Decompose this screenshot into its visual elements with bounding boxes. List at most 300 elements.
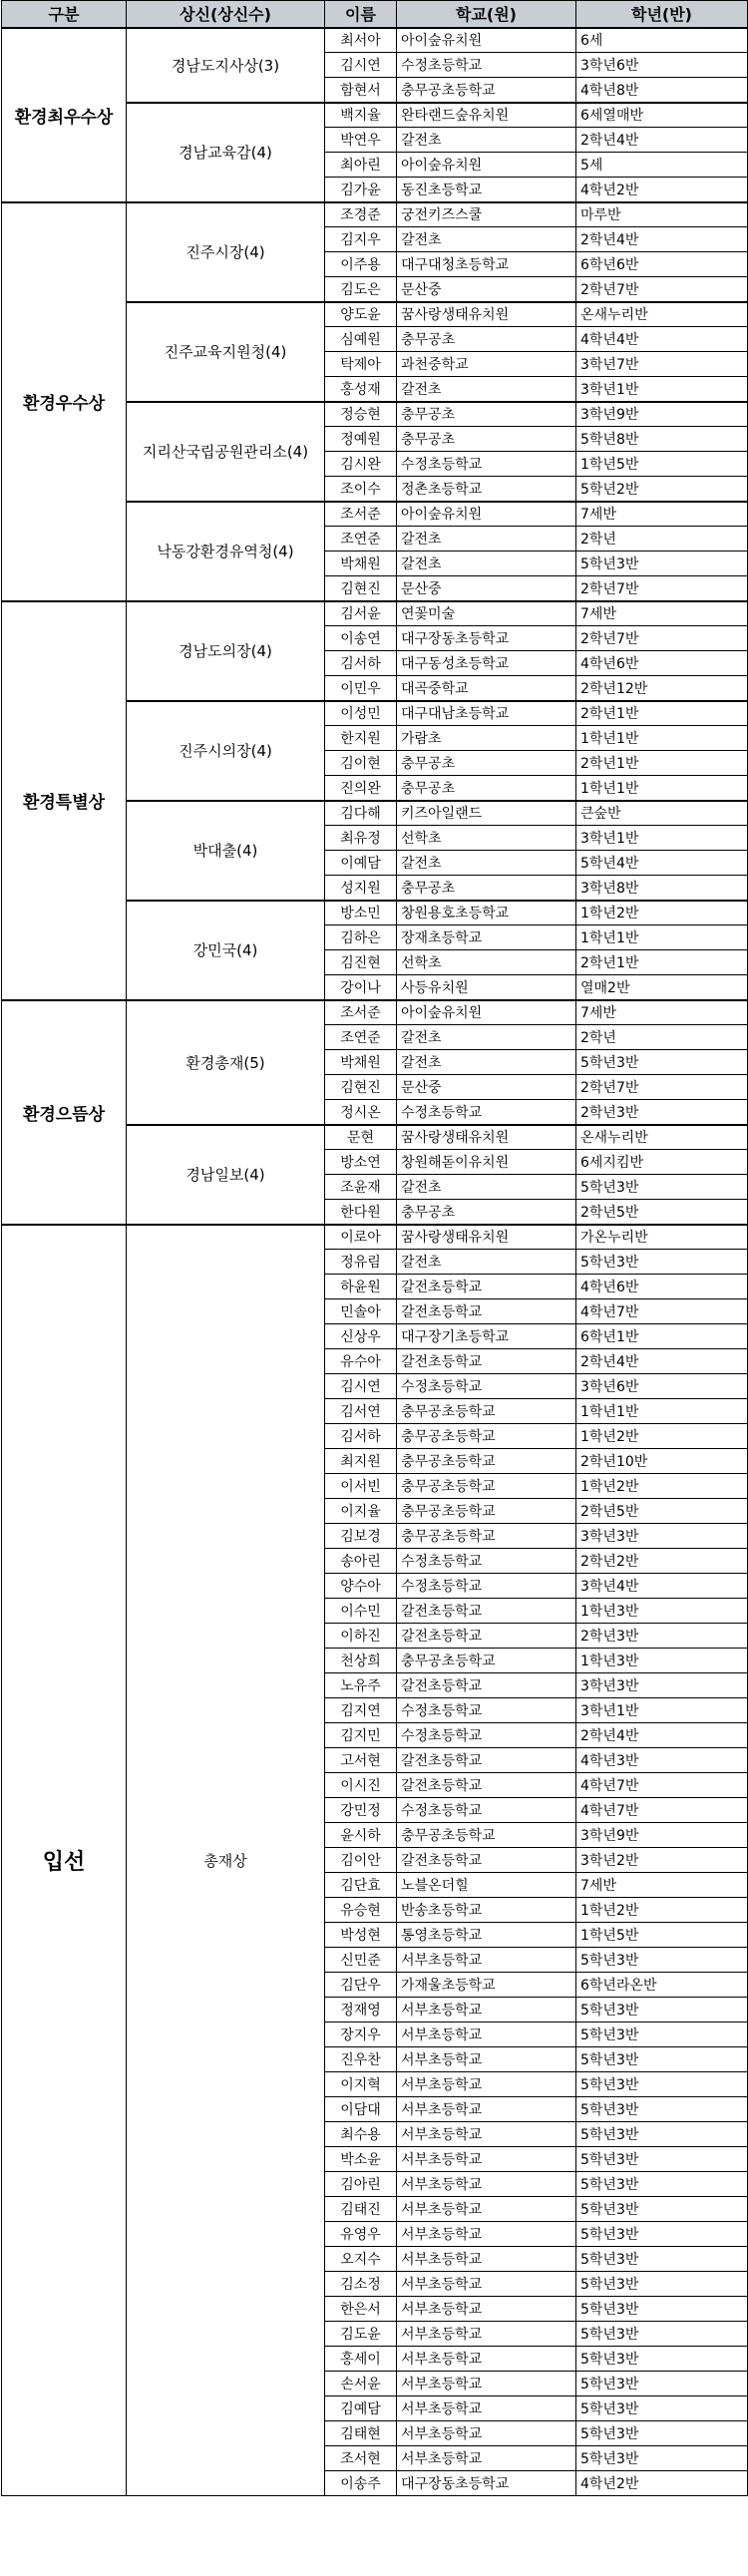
cell-school: 수정초등학교 [397,1798,576,1823]
cell-school: 서부초등학교 [397,2297,576,2322]
table-row [2,202,748,227]
cell-grade: 2학년5반 [576,1200,748,1225]
cell-name: 민솔아 [325,1299,397,1324]
header-org: 상신(상신수) [127,1,325,28]
cell-school: 서부초등학교 [397,2122,576,2147]
cell-name: 유수아 [325,1349,397,1374]
cell-grade: 5학년3반 [576,2446,748,2471]
cell-school: 아이숲유치원 [397,28,576,53]
cell-name: 조연준 [325,527,397,552]
cell-school: 충무공초 [397,427,576,452]
cell-grade: 1학년2반 [576,1898,748,1923]
cell-school: 충무공초등학교 [397,1499,576,1524]
header-category: 구분 [2,1,127,28]
cell-name: 이예담 [325,851,397,876]
cell-school: 갈전초 [397,552,576,576]
cell-name: 하윤원 [325,1275,397,1299]
cell-grade: 2학년10반 [576,1449,748,1474]
cell-school: 수정초등학교 [397,1549,576,1574]
cell-name: 최수용 [325,2122,397,2147]
cell-school: 갈전초 [397,851,576,876]
cell-grade: 4학년7반 [576,1299,748,1324]
cell-grade: 2학년12반 [576,676,748,701]
cell-school: 서부초등학교 [397,2172,576,2197]
cell-grade: 4학년3반 [576,1748,748,1773]
cell-school: 갈전초 [397,527,576,552]
cell-school: 갈전초 [397,227,576,252]
cell-grade: 5학년3반 [576,1175,748,1200]
cell-name: 최지원 [325,1449,397,1474]
cell-grade: 1학년2반 [576,1424,748,1449]
cell-grade: 3학년9반 [576,1823,748,1848]
award-table [1,0,748,2496]
award-category: 입선 [2,1225,127,2496]
cell-grade: 1학년1반 [576,726,748,751]
cell-name: 김태진 [325,2197,397,2222]
cell-grade: 2학년7반 [576,1075,748,1100]
cell-name: 이지율 [325,1499,397,1524]
cell-grade: 5학년3반 [576,2272,748,2297]
cell-school: 연꽃미술 [397,601,576,626]
cell-grade: 6세열매반 [576,103,748,128]
cell-name: 최아린 [325,153,397,178]
cell-grade: 3학년9반 [576,402,748,427]
cell-school: 반송초등학교 [397,1898,576,1923]
cell-grade: 5학년4반 [576,851,748,876]
cell-name: 정유림 [325,1250,397,1275]
cell-grade: 온새누리반 [576,1125,748,1150]
cell-school: 서부초등학교 [397,1998,576,2023]
cell-name: 김다해 [325,801,397,826]
cell-name: 노유주 [325,1673,397,1698]
cell-school: 갈전초등학교 [397,1748,576,1773]
cell-name: 박연우 [325,128,397,153]
cell-school: 충무공초등학교 [397,78,576,103]
cell-school: 충무공초등학교 [397,1399,576,1424]
cell-name: 홍성재 [325,377,397,402]
cell-name: 한은서 [325,2297,397,2322]
cell-school: 갈전초등학교 [397,1275,576,1299]
cell-grade: 2학년7반 [576,576,748,601]
cell-grade: 7세반 [576,502,748,527]
cell-grade: 4학년8반 [576,78,748,103]
cell-grade: 5학년3반 [576,2122,748,2147]
cell-name: 유승현 [325,1898,397,1923]
cell-grade: 2학년2반 [576,1549,748,1574]
cell-name: 조서준 [325,502,397,527]
cell-name: 양도윤 [325,302,397,327]
cell-name: 이지혁 [325,2072,397,2097]
cell-school: 서부초등학교 [397,2222,576,2247]
cell-grade: 5학년3반 [576,2047,748,2072]
cell-school: 충무공초 [397,776,576,801]
cell-name: 진의완 [325,776,397,801]
cell-grade: 3학년7반 [576,352,748,377]
cell-name: 강이나 [325,975,397,1000]
cell-grade: 열매2반 [576,975,748,1000]
award-org: 경남일보(4) [127,1125,325,1225]
cell-school: 문산중 [397,576,576,601]
cell-name: 김태현 [325,2421,397,2446]
cell-school: 갈전초 [397,377,576,402]
cell-school: 충무공초 [397,327,576,352]
cell-school: 서부초등학교 [397,2421,576,2446]
cell-school: 갈전초등학교 [397,1773,576,1798]
cell-grade: 3학년2반 [576,1848,748,1873]
cell-grade: 가온누리반 [576,1225,748,1250]
cell-name: 방소연 [325,1150,397,1175]
cell-grade: 1학년2반 [576,901,748,925]
cell-grade: 5학년3반 [576,1998,748,2023]
cell-name: 이담대 [325,2097,397,2122]
cell-name: 정예원 [325,427,397,452]
cell-school: 갈전초등학교 [397,1299,576,1324]
cell-school: 수정초등학교 [397,1698,576,1723]
award-org: 총재상 [127,1225,325,2496]
cell-school: 통영초등학교 [397,1923,576,1948]
cell-grade: 2학년7반 [576,626,748,651]
cell-grade: 5학년3반 [576,552,748,576]
cell-name: 김소정 [325,2272,397,2297]
cell-grade: 2학년 [576,1025,748,1050]
cell-grade: 2학년4반 [576,227,748,252]
award-category: 환경특별상 [2,601,127,1000]
cell-school: 충무공초 [397,1200,576,1225]
cell-school: 수정초등학교 [397,452,576,477]
cell-school: 충무공초등학교 [397,1649,576,1673]
cell-name: 조경준 [325,202,397,227]
cell-name: 함현서 [325,78,397,103]
award-org: 낙동강환경유역청(4) [127,502,325,601]
cell-name: 홍세이 [325,2347,397,2372]
cell-school: 가람초 [397,726,576,751]
award-org: 박대출(4) [127,801,325,901]
cell-grade: 3학년6반 [576,1374,748,1399]
cell-school: 아이숲유치원 [397,153,576,178]
cell-grade: 2학년1반 [576,751,748,776]
award-org: 진주시장(4) [127,202,325,302]
cell-name: 문현 [325,1125,397,1150]
cell-name: 한지원 [325,726,397,751]
cell-grade: 1학년3반 [576,1599,748,1624]
cell-grade: 4학년4반 [576,327,748,352]
cell-school: 창원용호초등학교 [397,901,576,925]
table-row [2,28,748,53]
cell-grade: 2학년 [576,527,748,552]
cell-name: 장지우 [325,2023,397,2047]
cell-grade: 1학년1반 [576,925,748,950]
cell-school: 수정초등학교 [397,1100,576,1125]
cell-name: 김시연 [325,53,397,78]
cell-name: 성지원 [325,876,397,901]
cell-school: 정촌초등학교 [397,477,576,502]
cell-school: 갈전초 [397,1175,576,1200]
cell-name: 김단효 [325,1873,397,1898]
cell-name: 고서현 [325,1748,397,1773]
cell-grade: 마루반 [576,202,748,227]
cell-grade: 6학년라온반 [576,1973,748,1998]
cell-name: 김도은 [325,277,397,302]
cell-school: 완타랜드숲유치원 [397,103,576,128]
cell-name: 양수아 [325,1574,397,1599]
cell-grade: 5학년3반 [576,2197,748,2222]
cell-name: 이송연 [325,626,397,651]
cell-school: 대구장동초등학교 [397,626,576,651]
cell-grade: 5학년3반 [576,1050,748,1075]
cell-name: 김지우 [325,227,397,252]
cell-grade: 4학년2반 [576,2471,748,2496]
cell-grade: 4학년6반 [576,1275,748,1299]
award-category: 환경최우수상 [2,28,127,202]
cell-school: 충무공초 [397,751,576,776]
cell-school: 충무공초등학교 [397,1424,576,1449]
cell-school: 갈전초등학교 [397,1673,576,1698]
award-org: 지리산국립공원관리소(4) [127,402,325,502]
cell-school: 갈전초 [397,1025,576,1050]
cell-grade: 5학년3반 [576,2297,748,2322]
cell-school: 갈전초등학교 [397,1848,576,1873]
cell-name: 이송주 [325,2471,397,2496]
cell-school: 대구동성초등학교 [397,651,576,676]
cell-name: 정재영 [325,1998,397,2023]
cell-name: 김지민 [325,1723,397,1748]
cell-school: 키즈아일랜드 [397,801,576,826]
cell-grade: 4학년7반 [576,1798,748,1823]
cell-name: 이하진 [325,1624,397,1649]
cell-name: 김하은 [325,925,397,950]
cell-name: 조이수 [325,477,397,502]
header-row [2,1,748,28]
cell-name: 조서현 [325,2446,397,2471]
cell-grade: 5학년3반 [576,2097,748,2122]
cell-grade: 5학년3반 [576,2072,748,2097]
cell-school: 수정초등학교 [397,1374,576,1399]
cell-name: 박채원 [325,1050,397,1075]
award-org: 진주교육지원청(4) [127,302,325,402]
cell-school: 서부초등학교 [397,2147,576,2172]
cell-school: 궁전키즈스쿨 [397,202,576,227]
cell-grade: 2학년3반 [576,1100,748,1125]
cell-grade: 1학년1반 [576,776,748,801]
cell-school: 서부초등학교 [397,2347,576,2372]
cell-school: 아이숲유치원 [397,1000,576,1025]
cell-name: 박성현 [325,1923,397,1948]
cell-grade: 6세지킴반 [576,1150,748,1175]
cell-school: 서부초등학교 [397,2396,576,2421]
award-org: 강민국(4) [127,901,325,1000]
cell-grade: 3학년1반 [576,1698,748,1723]
cell-name: 김진현 [325,950,397,975]
cell-name: 조연준 [325,1025,397,1050]
cell-school: 수정초등학교 [397,53,576,78]
cell-grade: 3학년8반 [576,876,748,901]
header-school: 학교(원) [397,1,576,28]
cell-grade: 2학년4반 [576,1349,748,1374]
cell-grade: 3학년3반 [576,1673,748,1698]
cell-school: 대구대청초등학교 [397,252,576,277]
cell-name: 유영우 [325,2222,397,2247]
cell-school: 서부초등학교 [397,2247,576,2272]
cell-name: 이시진 [325,1773,397,1798]
cell-school: 서부초등학교 [397,2446,576,2471]
cell-name: 방소민 [325,901,397,925]
award-org: 환경총재(5) [127,1000,325,1125]
cell-school: 수정초등학교 [397,1723,576,1748]
cell-grade: 1학년1반 [576,1399,748,1424]
cell-name: 김현진 [325,1075,397,1100]
cell-grade: 3학년6반 [576,53,748,78]
cell-school: 충무공초등학교 [397,1474,576,1499]
cell-grade: 5학년3반 [576,2347,748,2372]
cell-grade: 5학년3반 [576,2396,748,2421]
cell-school: 수정초등학교 [397,1574,576,1599]
cell-grade: 7세반 [576,1000,748,1025]
cell-grade: 3학년1반 [576,377,748,402]
cell-school: 대구장동초등학교 [397,2471,576,2496]
cell-grade: 5학년3반 [576,2222,748,2247]
cell-school: 갈전초등학교 [397,1349,576,1374]
cell-name: 한다원 [325,1200,397,1225]
cell-school: 대구대남초등학교 [397,701,576,726]
cell-name: 송아린 [325,1549,397,1574]
cell-school: 충무공초등학교 [397,1524,576,1549]
cell-grade: 2학년1반 [576,701,748,726]
cell-grade: 2학년4반 [576,1723,748,1748]
cell-school: 창원해돋이유치원 [397,1150,576,1175]
cell-school: 충무공초등학교 [397,1823,576,1848]
cell-school: 대곡중학교 [397,676,576,701]
cell-name: 김시완 [325,452,397,477]
cell-school: 꿈사랑생태유치원 [397,1125,576,1150]
cell-school: 노블온더힐 [397,1873,576,1898]
cell-school: 서부초등학교 [397,2197,576,2222]
cell-grade: 5세 [576,153,748,178]
cell-name: 조서준 [325,1000,397,1025]
cell-grade: 5학년3반 [576,2023,748,2047]
cell-grade: 1학년3반 [576,1649,748,1673]
cell-grade: 2학년1반 [576,950,748,975]
cell-grade: 5학년2반 [576,477,748,502]
header-name: 이름 [325,1,397,28]
award-org: 경남도의장(4) [127,601,325,701]
cell-grade: 2학년3반 [576,1624,748,1649]
cell-name: 이로아 [325,1225,397,1250]
cell-name: 심예원 [325,327,397,352]
cell-name: 이민우 [325,676,397,701]
cell-name: 최유정 [325,826,397,851]
cell-name: 손서윤 [325,2372,397,2396]
cell-school: 장재초등학교 [397,925,576,950]
cell-school: 서부초등학교 [397,2047,576,2072]
cell-grade: 5학년3반 [576,1250,748,1275]
cell-name: 김이안 [325,1848,397,1873]
cell-school: 서부초등학교 [397,2322,576,2347]
cell-name: 이서빈 [325,1474,397,1499]
cell-grade: 2학년4반 [576,128,748,153]
cell-school: 선학초 [397,826,576,851]
cell-school: 가재울초등학교 [397,1973,576,1998]
cell-school: 갈전초등학교 [397,1624,576,1649]
cell-name: 최서아 [325,28,397,53]
cell-grade: 1학년5반 [576,452,748,477]
cell-name: 김시연 [325,1374,397,1399]
cell-grade: 7세반 [576,1873,748,1898]
cell-grade: 5학년3반 [576,2322,748,2347]
cell-school: 서부초등학교 [397,2097,576,2122]
award-org: 경남교육감(4) [127,103,325,202]
award-category: 환경으뜸상 [2,1000,127,1225]
cell-school: 갈전초 [397,1250,576,1275]
cell-name: 김가윤 [325,178,397,202]
cell-grade: 7세반 [576,601,748,626]
cell-grade: 4학년7반 [576,1773,748,1798]
cell-name: 이주용 [325,252,397,277]
cell-school: 과천중학교 [397,352,576,377]
cell-school: 서부초등학교 [397,1948,576,1973]
cell-grade: 6학년1반 [576,1324,748,1349]
cell-name: 김현진 [325,576,397,601]
cell-school: 충무공초등학교 [397,1449,576,1474]
cell-name: 백지율 [325,103,397,128]
cell-name: 조윤재 [325,1175,397,1200]
award-org: 진주시의장(4) [127,701,325,801]
table-row [2,1000,748,1025]
cell-school: 갈전초등학교 [397,1599,576,1624]
header-grade: 학년(반) [576,1,748,28]
cell-grade: 5학년3반 [576,2247,748,2272]
cell-grade: 3학년3반 [576,1524,748,1549]
cell-name: 오지수 [325,2247,397,2272]
cell-grade: 5학년3반 [576,2372,748,2396]
cell-name: 정승현 [325,402,397,427]
cell-school: 문산중 [397,277,576,302]
cell-name: 김서하 [325,651,397,676]
cell-grade: 3학년4반 [576,1574,748,1599]
cell-name: 신상우 [325,1324,397,1349]
cell-school: 서부초등학교 [397,2372,576,2396]
cell-name: 이수민 [325,1599,397,1624]
cell-school: 아이숲유치원 [397,502,576,527]
award-org: 경남도지사상(3) [127,28,325,103]
cell-grade: 큰숲반 [576,801,748,826]
cell-school: 꿈사랑생태유치원 [397,302,576,327]
cell-name: 김이현 [325,751,397,776]
cell-grade: 4학년2반 [576,178,748,202]
cell-school: 서부초등학교 [397,2272,576,2297]
cell-school: 갈전초 [397,128,576,153]
cell-name: 김예담 [325,2396,397,2421]
cell-grade: 온새누리반 [576,302,748,327]
table-body [2,28,748,2496]
cell-school: 동진초등학교 [397,178,576,202]
cell-school: 사등유치원 [397,975,576,1000]
cell-grade: 4학년6반 [576,651,748,676]
cell-grade: 5학년3반 [576,2172,748,2197]
cell-name: 김아린 [325,2172,397,2197]
cell-name: 박소윤 [325,2147,397,2172]
cell-grade: 6학년6반 [576,252,748,277]
cell-name: 김단우 [325,1973,397,1998]
cell-school: 선학초 [397,950,576,975]
cell-school: 갈전초 [397,1050,576,1075]
cell-grade: 3학년1반 [576,826,748,851]
cell-name: 김도윤 [325,2322,397,2347]
cell-name: 김서하 [325,1424,397,1449]
cell-school: 꿈사랑생태유치원 [397,1225,576,1250]
cell-name: 정시온 [325,1100,397,1125]
cell-name: 진우찬 [325,2047,397,2072]
cell-name: 김서연 [325,1399,397,1424]
